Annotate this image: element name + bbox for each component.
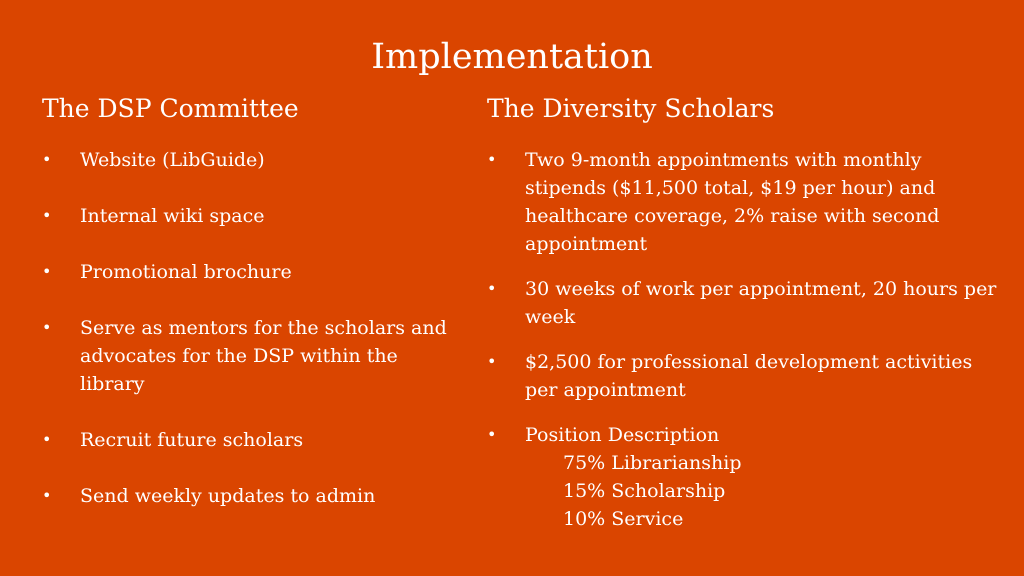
bullet-icon: • (42, 150, 52, 169)
bullet-icon: • (42, 206, 52, 225)
bullet-icon: • (487, 150, 497, 169)
position-description-item: 75% Librarianship (563, 452, 742, 474)
list-item-text: Two 9-month appointments with monthly stipends ($11,500 total, $19 per hour) and healthcare coverage, 2% raise with second appointment (525, 149, 940, 255)
list-item-text: 30 weeks of work per appointment, 20 hours per week (525, 278, 997, 328)
diversity-scholars-column (487, 92, 1007, 550)
list-item (42, 146, 462, 174)
bullet-icon: • (42, 318, 52, 337)
diversity-scholars-heading: The Diversity Scholars (487, 94, 775, 123)
slide-title: Implementation (371, 37, 653, 77)
list-item (487, 421, 1007, 533)
dsp-committee-heading: The DSP Committee (42, 94, 299, 123)
bullet-icon: • (42, 262, 52, 281)
list-item (487, 146, 1007, 258)
list-item (42, 202, 462, 230)
bullet-icon: • (487, 279, 497, 298)
list-item-text: Send weekly updates to admin (80, 485, 376, 507)
diversity-scholars-list (487, 146, 1007, 533)
list-item (42, 314, 462, 398)
bullet-icon: • (487, 352, 497, 371)
list-item (42, 426, 462, 454)
dsp-committee-list (42, 146, 462, 510)
list-item-text: Internal wiki space (80, 205, 265, 227)
bullet-icon: • (487, 425, 497, 444)
list-item (42, 258, 462, 286)
position-description-item: 15% Scholarship (563, 480, 726, 502)
dsp-committee-column (42, 92, 462, 538)
list-item-text: Website (LibGuide) (80, 149, 265, 171)
list-item-text: Position Description (525, 424, 720, 446)
list-item-text: $2,500 for professional development activities per appointment (525, 351, 973, 401)
bullet-icon: • (42, 486, 52, 505)
list-item-text: Serve as mentors for the scholars and advocates for the DSP within the library (80, 317, 447, 395)
list-item (487, 275, 1007, 331)
list-item (487, 348, 1007, 404)
list-item (42, 482, 462, 510)
bullet-icon: • (42, 430, 52, 449)
list-item-text: Recruit future scholars (80, 429, 304, 451)
position-description-item: 10% Service (563, 508, 684, 530)
list-item-text: Promotional brochure (80, 261, 292, 283)
